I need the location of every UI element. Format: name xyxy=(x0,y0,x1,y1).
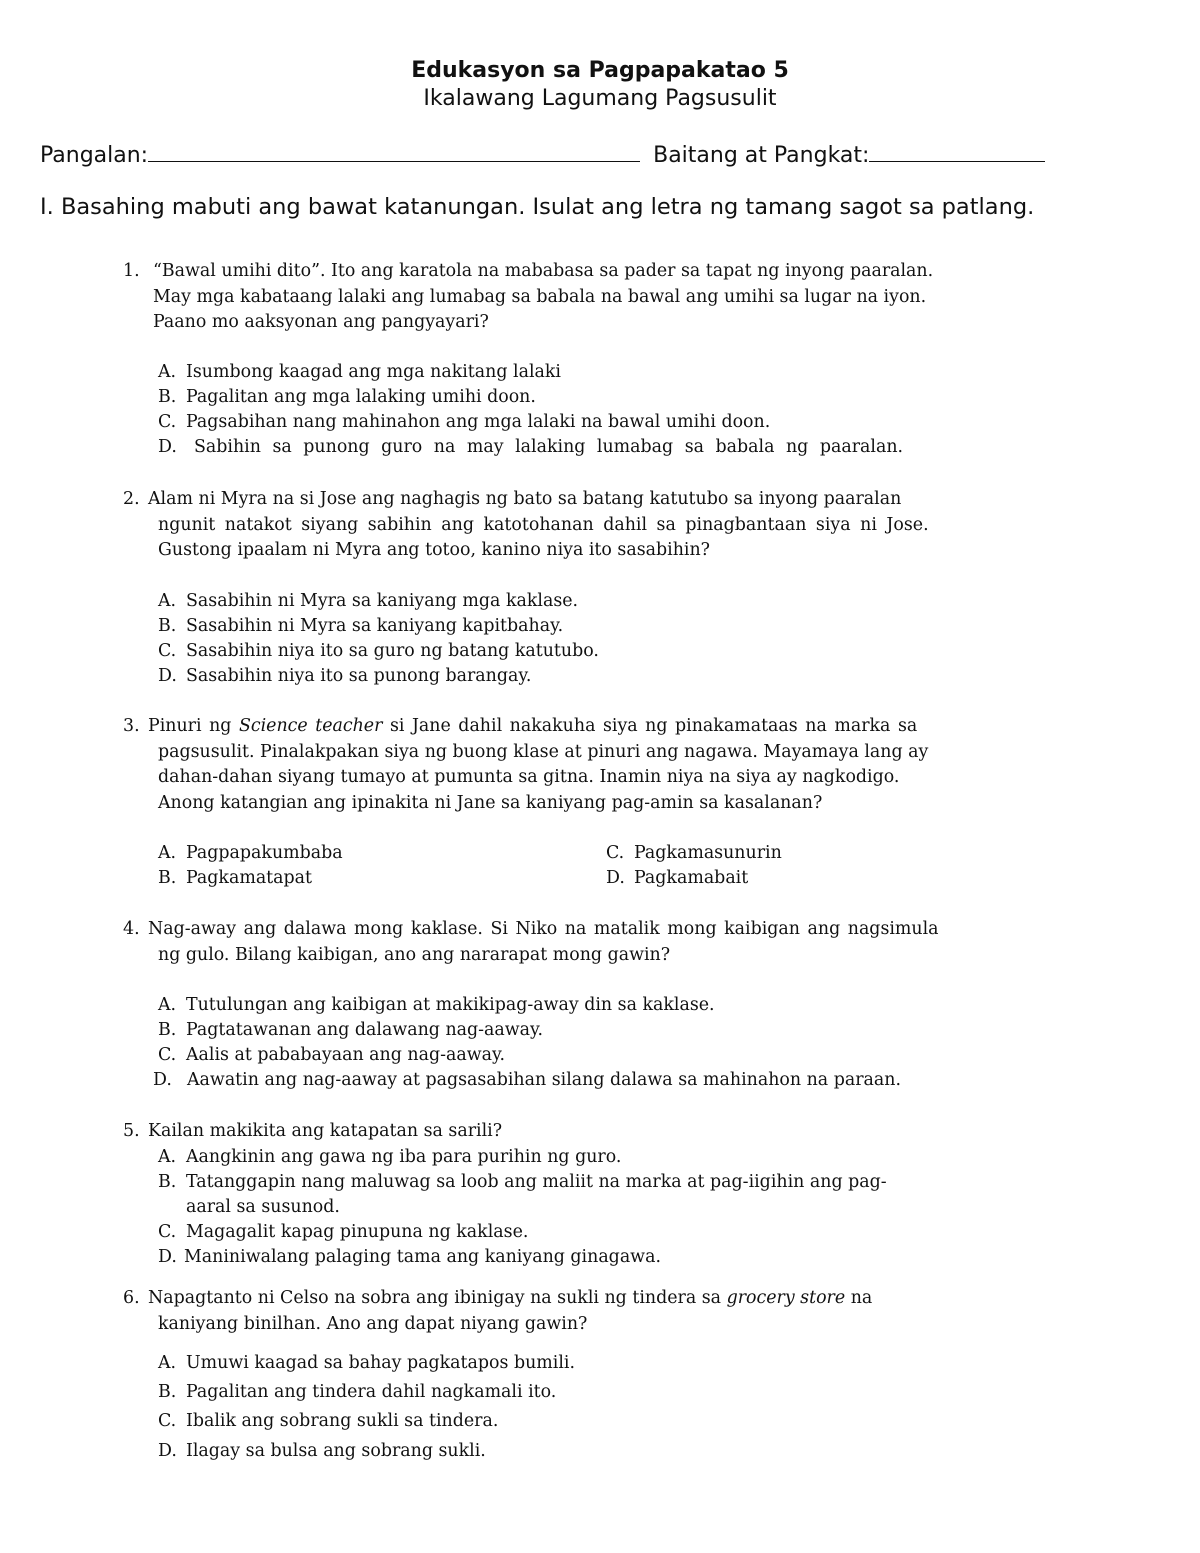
option-2b xyxy=(158,614,563,640)
question-text: Pinuri ng xyxy=(148,716,232,736)
question-text-line: Alam ni Myra na si Jose ang naghagis ng bato sa batang katutubo sa inyong paaralan xyxy=(148,489,902,509)
question-text-line xyxy=(148,714,1078,740)
option-5a xyxy=(158,1145,621,1171)
option-letter: C. xyxy=(158,1045,177,1065)
question-3 xyxy=(123,714,1078,816)
option-letter: B. xyxy=(158,616,177,636)
option-letter: D. xyxy=(158,666,177,686)
question-4 xyxy=(123,917,1078,968)
option-text: Pagkamasunurin xyxy=(634,843,782,863)
option-text: Maniniwalang palaging tama ang kaniyang ginagawa. xyxy=(184,1247,661,1267)
student-info-row xyxy=(40,139,1045,171)
option-text: Pagsabihan nang mahinahon ang mga lalaki na bawal umihi doon. xyxy=(186,412,771,432)
option-5c xyxy=(158,1220,528,1246)
instruction-text: I. Basahing mabuti ang bawat katanungan. Isulat ang letra ng tamang sagot sa patlang. xyxy=(40,194,1035,220)
option-text: Pagkamabait xyxy=(634,868,749,888)
option-3a xyxy=(158,841,343,867)
question-1 xyxy=(123,259,1078,336)
option-4d xyxy=(153,1068,901,1094)
option-letter: C. xyxy=(158,412,177,432)
question-2 xyxy=(123,487,1078,564)
option-text: Sasabihin ni Myra sa kaniyang mga kaklase. xyxy=(186,591,579,611)
option-text: Aawatin ang nag-aaway at pagsasabihan silang dalawa sa mahinahon na paraan. xyxy=(187,1070,901,1090)
document-subtitle: Ikalawang Lagumang Pagsusulit xyxy=(423,86,777,111)
option-letter: B. xyxy=(158,1020,177,1040)
option-6d xyxy=(158,1439,486,1465)
option-text: Pagalitan ang mga lalaking umihi doon. xyxy=(186,387,536,407)
question-text-line: ng gulo. Bilang kaibigan, ano ang nararapat mong gawin? xyxy=(158,944,671,965)
option-text: Pagalitan ang tindera dahil nagkamali ito. xyxy=(186,1382,557,1402)
name-blank xyxy=(148,139,640,162)
option-3b xyxy=(158,866,312,892)
option-letter: D. xyxy=(153,1070,172,1090)
option-4a xyxy=(158,993,715,1019)
option-letter: D. xyxy=(158,1441,177,1461)
option-letter: B. xyxy=(158,868,177,888)
option-text: Isumbong kaagad ang mga nakitang lalaki xyxy=(186,362,561,382)
question-number: 6. xyxy=(123,1288,140,1308)
question-text-line: dahan-dahan siyang tumayo at pumunta sa gitna. Inamin niya na siya ay nagkodigo. xyxy=(158,767,900,787)
question-text: si Jane dahil nakakuha siya ng pinakamataas na marka sa xyxy=(389,716,918,736)
name-label: Pangalan: xyxy=(40,143,149,168)
option-2a xyxy=(158,589,578,615)
option-1c xyxy=(158,410,770,436)
option-letter: D. xyxy=(158,437,177,457)
option-6a xyxy=(158,1351,575,1377)
option-text: Pagpapakumbaba xyxy=(186,843,343,863)
question-text-line: Nag-away ang dalawa mong kaklase. Si Niko na matalik mong kaibigan ang nagsimula xyxy=(148,919,939,939)
question-text-line: Anong katangian ang ipinakita ni Jane sa kaniyang pag-amin sa kasalanan? xyxy=(158,792,823,813)
option-letter: D. xyxy=(606,868,625,888)
question-number: 5. xyxy=(123,1121,140,1141)
question-text-line: Gustong ipaalam ni Myra ang totoo, kanino niya ito sasabihin? xyxy=(158,540,710,560)
option-5d xyxy=(158,1245,661,1271)
option-text: Ilagay sa bulsa ang sobrang sukli. xyxy=(186,1441,486,1461)
question-text-italic: Science teacher xyxy=(238,716,383,736)
option-letter: A. xyxy=(158,1147,177,1167)
question-number: 3. xyxy=(123,716,140,736)
option-4c xyxy=(158,1043,505,1069)
option-text: Tatanggapin nang maluwag sa loob ang maliit na marka at pag-iigihin ang pag- xyxy=(186,1172,887,1192)
question-number: 1. xyxy=(123,261,140,281)
option-text: Magagalit kapag pinupuna ng kaklase. xyxy=(186,1222,529,1242)
option-5b-continued xyxy=(186,1195,340,1221)
option-letter: D. xyxy=(158,1247,177,1267)
question-text-italic: grocery store xyxy=(726,1288,846,1308)
question-text-line: Kailan makikita ang katapatan sa sarili? xyxy=(148,1121,503,1141)
option-6b xyxy=(158,1380,556,1406)
option-letter: C. xyxy=(606,843,625,863)
question-text-line: Paano mo aaksyonan ang pangyayari? xyxy=(153,312,489,332)
option-text: aaral sa susunod. xyxy=(186,1197,340,1217)
option-text: Sasabihin ni Myra sa kaniyang kapitbahay. xyxy=(186,616,564,636)
option-letter: A. xyxy=(158,843,177,863)
question-text-line xyxy=(148,1286,1078,1312)
option-6c xyxy=(158,1409,498,1435)
option-text: Tutulungan ang kaibigan at makikipag-away din sa kaklase. xyxy=(186,995,715,1015)
option-letter: A. xyxy=(158,591,177,611)
option-letter: C. xyxy=(158,1222,177,1242)
option-letter: B. xyxy=(158,1382,177,1402)
option-letter: C. xyxy=(158,1411,177,1431)
option-3d xyxy=(606,866,748,892)
option-text: Aangkinin ang gawa ng iba para purihin ng guro. xyxy=(186,1147,622,1167)
option-1d xyxy=(158,435,1030,461)
question-text-line: “Bawal umihi dito”. Ito ang karatola na mababasa sa pader sa tapat ng inyong paaralan. xyxy=(153,261,934,281)
option-text: Aalis at pababayaan ang nag-aaway. xyxy=(186,1045,506,1065)
section-blank xyxy=(869,139,1045,162)
question-number: 4. xyxy=(123,919,140,939)
option-4b xyxy=(158,1018,543,1044)
option-letter: A. xyxy=(158,362,177,382)
question-5 xyxy=(123,1119,1078,1145)
question-text-line: ngunit natakot siyang sabihin ang katotohanan dahil sa pinagbantaan siya ni Jose. xyxy=(158,514,929,535)
option-2c xyxy=(158,639,599,665)
option-2d xyxy=(158,664,531,690)
document-title: Edukasyon sa Pagpapakatao 5 xyxy=(411,58,789,83)
option-3c xyxy=(606,841,782,867)
option-text: Umuwi kaagad sa bahay pagkatapos bumili. xyxy=(186,1353,575,1373)
option-text: Sasabihin niya ito sa guro ng batang katutubo. xyxy=(186,641,599,661)
option-letter: B. xyxy=(158,387,177,407)
option-letter: A. xyxy=(158,995,177,1015)
option-letter: C. xyxy=(158,641,177,661)
option-text: Sasabihin niya ito sa punong barangay. xyxy=(186,666,532,686)
option-text: Pagkamatapat xyxy=(186,868,313,888)
option-text: Ibalik ang sobrang sukli sa tindera. xyxy=(186,1411,499,1431)
question-text-line: pagsusulit. Pinalakpakan siya ng buong klase at pinuri ang nagawa. Mayamaya lang ay xyxy=(158,741,929,762)
question-text: Napagtanto ni Celso na sobra ang ibinigay na sukli ng tindera sa xyxy=(148,1288,722,1308)
question-6 xyxy=(123,1286,1078,1337)
option-5b xyxy=(158,1170,887,1196)
question-text-line: May mga kabataang lalaki ang lumabag sa babala na bawal ang umihi sa lugar na iyon. xyxy=(153,286,927,307)
option-text: Pagtatawanan ang dalawang nag-aaway. xyxy=(186,1020,544,1040)
option-1a xyxy=(158,360,561,386)
question-number: 2. xyxy=(123,489,140,509)
question-text-line: kaniyang binilhan. Ano ang dapat niyang gawin? xyxy=(158,1313,588,1334)
option-1b xyxy=(158,385,536,411)
option-text: Sabihin sa punong guro na may lalaking lumabag sa babala ng paaralan. xyxy=(194,437,904,457)
option-letter: A. xyxy=(158,1353,177,1373)
option-letter: B. xyxy=(158,1172,177,1192)
question-text: na xyxy=(850,1288,873,1308)
section-label: Baitang at Pangkat: xyxy=(653,143,870,168)
